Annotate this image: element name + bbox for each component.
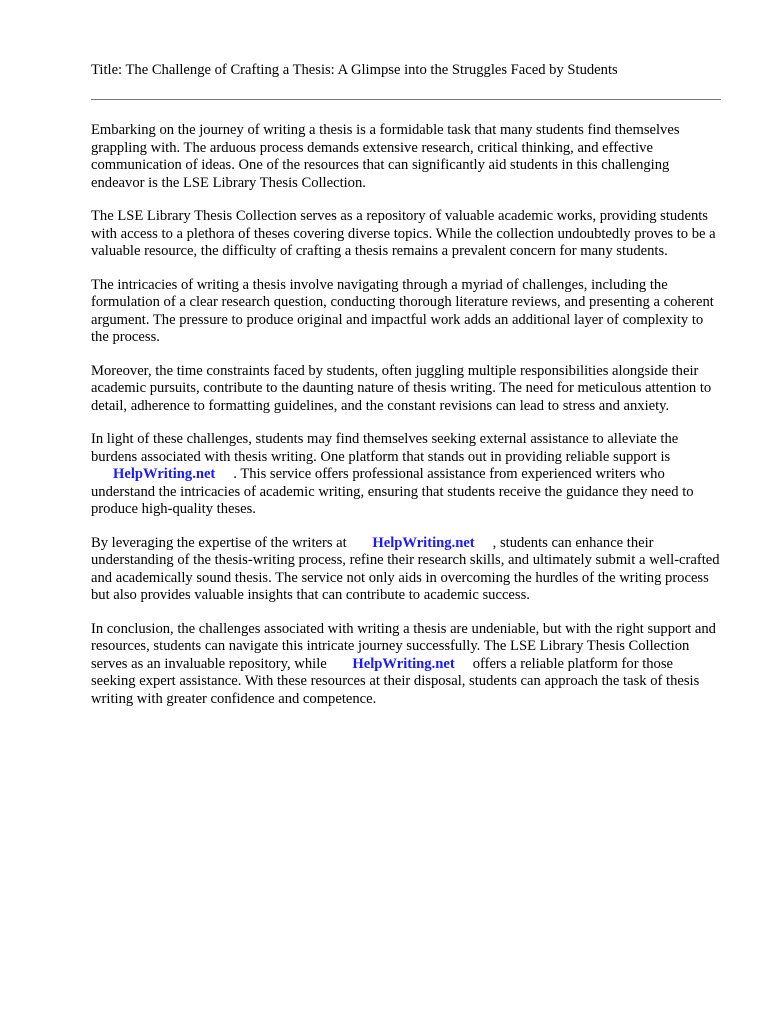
paragraph-5 <box>91 431 721 519</box>
paragraph-1: Embarking on the journey of writing a thesis is a formidable task that many students find themselves grappling with. The arduous process demands extensive research, critical thinking, and effective communication of ideas. One of the resources that can significantly aid students in this challenging endeavor is the LSE Library Thesis Collection. <box>91 122 680 191</box>
paragraph-7-text-before: In conclusion, the challenges associated with writing a thesis are undeniable, but with the right support and resources, students can navigate this intricate journey successfully. The LSE Library Thesis Collection serves as an invaluable repository, while <box>91 620 716 672</box>
paragraph-5-text-before: In light of these challenges, students may find themselves seeking external assistance to alleviate the burdens associated with thesis writing. One platform that stands out in providing reliable support is <box>91 431 679 465</box>
paragraph-6-text-before: By leveraging the expertise of the writers at <box>91 534 347 551</box>
helpwriting-link-2[interactable]: HelpWriting.net <box>372 534 475 551</box>
paragraph-7-text-after: offers a reliable platform for those seeking expert assistance. With these resources at their disposal, students can approach the task of thesis writing with greater confidence and competence. <box>91 655 700 707</box>
paragraph-3: The intricacies of writing a thesis involve navigating through a myriad of challenges, including the formulation of a clear research question, conducting thorough literature reviews, and presenting a coherent argument. The pressure to produce original and impactful work adds an additional layer of complexity to the process. <box>91 276 714 345</box>
helpwriting-link-1[interactable]: HelpWriting.net <box>113 466 216 482</box>
paragraph-7 <box>91 621 721 709</box>
title-divider <box>91 99 721 100</box>
paragraph-6 <box>91 535 721 605</box>
paragraph-6-text-after: , students can enhance their understanding of the thesis-writing process, refine their research skills, and ultimately submit a well-crafted and academically sound thesis. The service not only aids in overcoming the hurdles of the writing process but also provides valuable insights that can contribute to academic success. <box>91 534 720 603</box>
paragraph-5-text-after: . This service offers professional assistance from experienced writers who understand the intricacies of academic writing, ensuring that students receive the guidance they need to produce high-quality theses. <box>91 466 694 517</box>
document-title: Title: The Challenge of Crafting a Thesis: A Glimpse into the Struggles Faced by Students <box>91 62 618 78</box>
paragraph-2: The LSE Library Thesis Collection serves as a repository of valuable academic works, providing students with access to a plethora of theses covering diverse topics. While the collection undoubtedly proves to be a valuable resource, the difficulty of crafting a thesis remains a prevalent concern for many students. <box>91 208 716 259</box>
document-body <box>91 122 721 708</box>
paragraph-4: Moreover, the time constraints faced by students, often juggling multiple responsibilities alongside their academic pursuits, contribute to the daunting nature of thesis writing. The need for meticulous attention to detail, adherence to formatting guidelines, and the constant revisions can lead to stress and anxiety. <box>91 362 712 414</box>
document-page <box>91 61 721 724</box>
helpwriting-link-3[interactable]: HelpWriting.net <box>352 655 455 672</box>
